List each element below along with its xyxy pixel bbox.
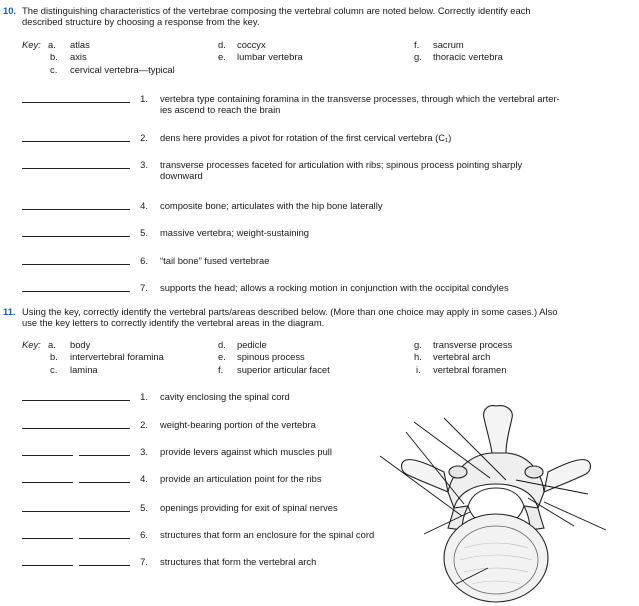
q10-item-3-line1: transverse processes faceted for articulation with ribs; spinous process pointing sharply	[160, 159, 523, 170]
q11-key-label: Key:	[22, 339, 41, 350]
q10-key-e-letter: e.	[218, 51, 226, 62]
q10-number: 10.	[3, 5, 17, 16]
q11-key-g-letter: g.	[414, 339, 422, 350]
q10-item-1-number: 1.	[140, 93, 148, 104]
q10-answer-blank-6[interactable]	[22, 264, 130, 265]
q11-item-1: cavity enclosing the spinal cord	[160, 391, 290, 402]
q11-key-e-letter: e.	[218, 351, 226, 362]
q11-answer-blank-1[interactable]	[22, 400, 130, 401]
q10-item-6-number: 6.	[140, 255, 148, 266]
q10-item-3	[160, 159, 585, 181]
q11-number: 11.	[3, 306, 16, 317]
q11-key-a-letter: a.	[48, 339, 56, 350]
q11-answer-blank-6b[interactable]	[79, 538, 130, 539]
q10-item-7-number: 7.	[140, 282, 148, 293]
q11-key-i-letter: i.	[416, 364, 421, 375]
q10-key-e-text: lumbar vertebra	[237, 51, 303, 62]
q11-key-h-letter: h.	[414, 351, 422, 362]
q10-key-c-text: cervical vertebra—typical	[70, 64, 175, 75]
q10-instructions	[22, 5, 632, 27]
q10-item-1-line2: ies ascend to reach the brain	[160, 104, 281, 115]
q11-answer-blank-7b[interactable]	[79, 565, 130, 566]
q11-key-f-text: superior articular facet	[237, 364, 330, 375]
q11-item-6: structures that form an enclosure for the spinal cord	[160, 529, 375, 540]
q10-item-5: massive vertebra; weight-sustaining	[160, 227, 310, 238]
q11-key-g-text: transverse process	[433, 339, 513, 350]
q11-answer-blank-7a[interactable]	[22, 565, 73, 566]
q11-item-5-number: 5.	[140, 502, 148, 513]
q11-key-d-text: pedicle	[237, 339, 267, 350]
q10-instructions-line2: described structure by choosing a response from the key.	[22, 16, 260, 27]
spinous-process-shape	[484, 406, 513, 453]
q11-answer-blank-4a[interactable]	[22, 482, 73, 483]
q10-key-d-letter: d.	[218, 39, 226, 50]
q11-item-6-number: 6.	[140, 529, 148, 540]
q11-item-1-number: 1.	[140, 391, 148, 402]
q10-answer-blank-2[interactable]	[22, 141, 130, 142]
q11-answer-blank-6a[interactable]	[22, 538, 73, 539]
q11-item-7-number: 7.	[140, 556, 148, 567]
q11-answer-blank-5[interactable]	[22, 511, 130, 512]
q11-answer-blank-4b[interactable]	[79, 482, 130, 483]
vertebral-body-shape	[444, 514, 548, 602]
q10-key-c-letter: c.	[50, 64, 58, 75]
q10-key-g-text: thoracic vertebra	[433, 51, 503, 62]
q10-key-f-text: sacrum	[433, 39, 464, 50]
q11-key-e-text: spinous process	[237, 351, 305, 362]
q11-key-h-text: vertebral arch	[433, 351, 491, 362]
q11-key-c-letter: c.	[50, 364, 58, 375]
q11-item-3: provide levers against which muscles pull	[160, 446, 332, 457]
q10-item-6: “tail bone” fused vertebrae	[160, 255, 270, 266]
q10-instructions-line1: The distinguishing characteristics of the vertebrae composing the vertebral column are noted below. Correctly identify each	[22, 5, 531, 16]
q10-item-2	[160, 132, 585, 143]
q11-item-2-number: 2.	[140, 419, 148, 430]
q10-answer-blank-1[interactable]	[22, 102, 130, 103]
q11-answer-blank-3b[interactable]	[79, 455, 130, 456]
right-articular-facet-shape	[525, 466, 543, 478]
q10-item-4: composite bone; articulates with the hip bone laterally	[160, 200, 383, 211]
q10-key-b-letter: b.	[50, 51, 58, 62]
q11-item-4-number: 4.	[140, 473, 148, 484]
q10-answer-blank-3[interactable]	[22, 168, 130, 169]
q11-answer-blank-3a[interactable]	[22, 455, 73, 456]
q10-answer-blank-5[interactable]	[22, 236, 130, 237]
q10-item-2-line1: dens here provides a pivot for rotation of the first cervical vertebra (C₁)	[160, 132, 452, 143]
q11-item-2: weight-bearing portion of the vertebra	[160, 419, 316, 430]
vertebra-diagram	[378, 398, 639, 606]
q11-item-4: provide an articulation point for the ribs	[160, 473, 322, 484]
q10-answer-blank-4[interactable]	[22, 209, 130, 210]
q11-item-5: openings providing for exit of spinal nerves	[160, 502, 338, 513]
left-articular-facet-shape	[449, 466, 467, 478]
q10-answer-blank-7[interactable]	[22, 291, 130, 292]
leader-line-7	[544, 502, 606, 530]
q11-key-c-text: lamina	[70, 364, 98, 375]
q10-key-g-letter: g.	[414, 51, 422, 62]
q11-answer-blank-2[interactable]	[22, 428, 130, 429]
q11-key-b-text: intervertebral foramina	[70, 351, 164, 362]
q11-key-i-text: vertebral foramen	[433, 364, 507, 375]
q10-key-d-text: coccyx	[237, 39, 266, 50]
q10-key-f-letter: f.	[414, 39, 420, 50]
q11-instructions-line1: Using the key, correctly identify the vertebral parts/areas described below. (More than one choice may apply in some cases.) Also	[22, 306, 558, 317]
q11-instructions-line2: use the key letters to correctly identify the vertebral areas in the diagram.	[22, 317, 325, 328]
q10-item-3-line2: downward	[160, 170, 203, 181]
q11-key-d-letter: d.	[218, 339, 226, 350]
q10-key-b-text: axis	[70, 51, 87, 62]
q10-item-5-number: 5.	[140, 227, 148, 238]
q10-key-a-letter: a.	[48, 39, 56, 50]
q10-item-2-number: 2.	[140, 132, 148, 143]
q10-item-4-number: 4.	[140, 200, 148, 211]
q11-key-a-text: body	[70, 339, 91, 350]
q10-key-a-text: atlas	[70, 39, 90, 50]
q11-key-b-letter: b.	[50, 351, 58, 362]
q11-item-3-number: 3.	[140, 446, 148, 457]
q10-item-3-number: 3.	[140, 159, 148, 170]
q11-instructions	[22, 306, 634, 328]
q11-key-f-letter: f.	[218, 364, 224, 375]
q10-key-label: Key:	[22, 39, 41, 50]
q10-item-1-line1: vertebra type containing foramina in the transverse processes, through which the vertebral arter-	[160, 93, 560, 104]
q10-item-1	[160, 93, 585, 115]
q11-item-7: structures that form the vertebral arch	[160, 556, 317, 567]
q10-item-7: supports the head; allows a rocking motion in conjunction with the occipital condyles	[160, 282, 509, 293]
